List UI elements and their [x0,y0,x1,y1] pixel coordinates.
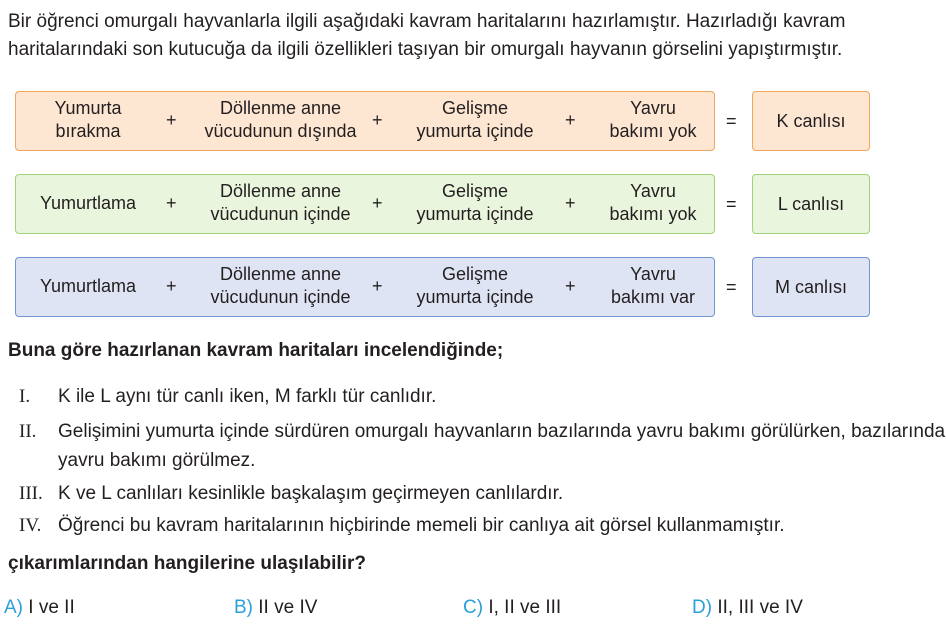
plus-sign: + [372,109,383,130]
intro-text: Bir öğrenci omurgalı hayvanlarla ilgili aşağıdaki kavram haritalarını hazırlamıştır. Hazırladığı kavram haritalarındaki son kutucuğa da ilgili özellikleri taşıyan bir omurgalı hayvanın görselini yapıştırmıştır. [8,11,846,60]
equals-sign: = [726,276,737,297]
map-cell-2: Döllenme anne vücudunun içinde [210,264,351,307]
result-m: M canlısı [752,257,870,317]
question-prompt: çıkarımlarından hangilerine ulaşılabilir? [8,553,366,574]
map-cell-4: Yavru bakımı yok [609,98,697,141]
plus-sign: + [166,275,177,296]
option-c[interactable] [463,597,561,619]
statement-number: I. [19,386,31,407]
map-cell-3: Gelişme yumurta içinde [416,181,534,224]
map-cell-4: Yavru bakımı var [610,264,696,307]
option-b[interactable] [234,597,317,619]
map-cell-1: Yumurtlama [39,275,137,296]
option-letter: D) [692,597,713,618]
equals-sign: = [726,193,737,214]
option-text: I ve II [28,597,75,618]
statement-text: K ile L aynı tür canlı iken, M farklı tür canlıdır. [58,386,437,407]
option-letter: A) [4,597,23,618]
statement-number: IV. [19,515,42,536]
option-letter: C) [463,597,484,618]
plus-sign: + [166,109,177,130]
statement-text: K ve L canlıları kesinlikle başkalaşım geçirmeyen canlılardır. [58,483,564,504]
map-cell-3: Gelişme yumurta içinde [416,98,534,141]
plus-sign: + [565,109,576,130]
plus-sign: + [372,275,383,296]
option-d[interactable] [692,597,803,619]
map-cell-3: Gelişme yumurta içinde [416,264,534,307]
map-cell-2: Döllenme anne vücudunun içinde [210,181,351,224]
map-cell-1: Yumurtlama [39,192,137,213]
map-cell-2: Döllenme anne vücudunun dışında [204,98,357,141]
option-text: II, III ve IV [717,597,803,618]
statement-text: Gelişimini yumurta içinde sürdüren omurgalı hayvanların bazılarında yavru bakımı görülürken, bazılarında yavru bakımı görülmez. [58,421,946,471]
option-text: II ve IV [258,597,318,618]
map-cell-4: Yavru bakımı yok [609,181,697,224]
map-cell-1: Yumurta bırakma [54,98,122,141]
option-letter: B) [234,597,253,618]
equals-sign: = [726,110,737,131]
plus-sign: + [565,275,576,296]
option-text: I, II ve III [488,597,562,618]
statement-text: Öğrenci bu kavram haritalarının hiçbirinde memeli bir canlıya ait görsel kullanmamıştır. [58,515,785,536]
plus-sign: + [166,192,177,213]
statement-number: II. [19,421,37,442]
question-text: Buna göre hazırlanan kavram haritaları incelendiğinde; [8,340,504,361]
plus-sign: + [565,192,576,213]
statement-number: III. [19,483,43,504]
option-a[interactable] [4,597,75,619]
result-k: K canlısı [752,91,870,151]
plus-sign: + [372,192,383,213]
result-l: L canlısı [752,174,870,234]
